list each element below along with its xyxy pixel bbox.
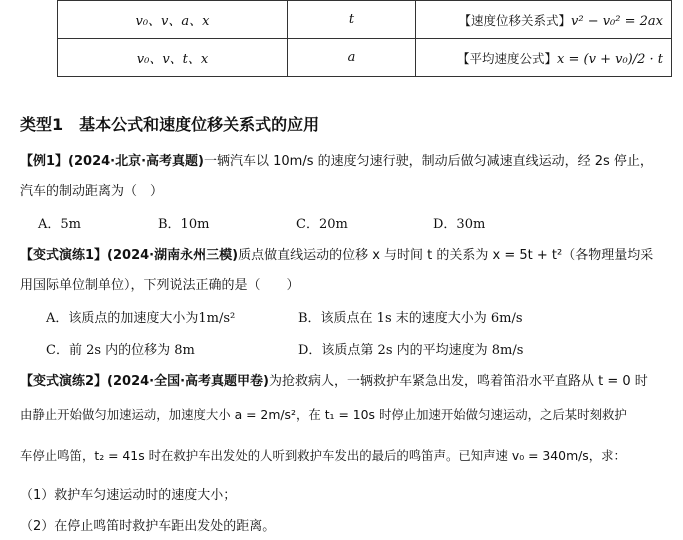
table-cell-missing: a bbox=[288, 39, 416, 77]
table-row bbox=[58, 39, 672, 77]
variant2-line1 bbox=[20, 370, 648, 389]
formula-text: x = (v + v₀)/2 · t bbox=[557, 51, 663, 67]
example1-text2: 汽车的制动距离为（ ） bbox=[20, 184, 164, 199]
variant1-option-c: C．前 2s 内的位移为 8m bbox=[46, 343, 195, 358]
variant1-option-a: A．该质点的加速度大小为1m/s² bbox=[46, 311, 236, 326]
variant2-text1: 为抢救病人，一辆救护车紧急出发，鸣着笛沿水平直路从 t = 0 时 bbox=[269, 374, 648, 389]
formula-text: v² − v₀² = 2ax bbox=[571, 13, 663, 29]
example1-option-d: D．30m bbox=[433, 217, 486, 232]
variant2-question1: （1）救护车匀速运动时的速度大小； bbox=[20, 488, 237, 503]
variant1-line1 bbox=[20, 244, 653, 263]
example1-text1: 一辆汽车以 10m/s 的速度匀速行驶，制动后做匀减速直线运动，经 2s 停止， bbox=[204, 154, 653, 169]
variant1-text2: 用国际单位制单位），下列说法正确的是（ ） bbox=[20, 278, 300, 293]
section-title: 类型1 基本公式和速度位移关系式的应用 bbox=[20, 115, 320, 134]
variant1-option-b: B．该质点在 1s 末的速度大小为 6m/s bbox=[298, 311, 523, 326]
formula-tag: 【速度位移关系式】 bbox=[458, 12, 571, 28]
variant2-question2: （2）在停止鸣笛时救护车距出发处的距离。 bbox=[20, 519, 276, 534]
table-cell-formula bbox=[416, 1, 672, 39]
example1-label: 【例1】(2024·北京·高考真题) bbox=[20, 154, 204, 169]
variant1-option-d: D．该质点第 2s 内的平均速度为 8m/s bbox=[298, 343, 524, 358]
variant2-text2: 由静止开始做匀加速运动，加速度大小 a = 2m/s²，在 t₁ = 10s 时停止加速开始做匀速运动，之后某时刻救护 bbox=[20, 407, 627, 422]
table-cell-formula bbox=[416, 39, 672, 77]
variant2-label: 【变式演练2】(2024·全国·高考真题甲卷) bbox=[20, 374, 269, 389]
example1-option-a: A．5m bbox=[38, 217, 81, 232]
example1-option-b: B．10m bbox=[158, 217, 210, 232]
table-row bbox=[58, 1, 672, 39]
example1-option-c: C．20m bbox=[296, 217, 348, 232]
table-cell-missing: t bbox=[288, 1, 416, 39]
formula-tag: 【平均速度公式】 bbox=[457, 50, 558, 66]
variant2-text3: 车停止鸣笛，t₂ = 41s 时在救护车出发处的人听到救护车发出的最后的鸣笛声。已知声速 v₀ = 340m/s，求： bbox=[20, 448, 626, 463]
example1-line1 bbox=[20, 150, 653, 169]
table-cell-vars: v₀、v、a、x bbox=[58, 1, 288, 39]
variant1-label: 【变式演练1】(2024·湖南永州三模) bbox=[20, 248, 239, 263]
table-cell-vars: v₀、v、t、x bbox=[58, 39, 288, 77]
formula-table bbox=[57, 0, 672, 77]
variant1-text1: 质点做直线运动的位移 x 与时间 t 的关系为 x = 5t + t²（各物理量均采 bbox=[238, 248, 654, 263]
